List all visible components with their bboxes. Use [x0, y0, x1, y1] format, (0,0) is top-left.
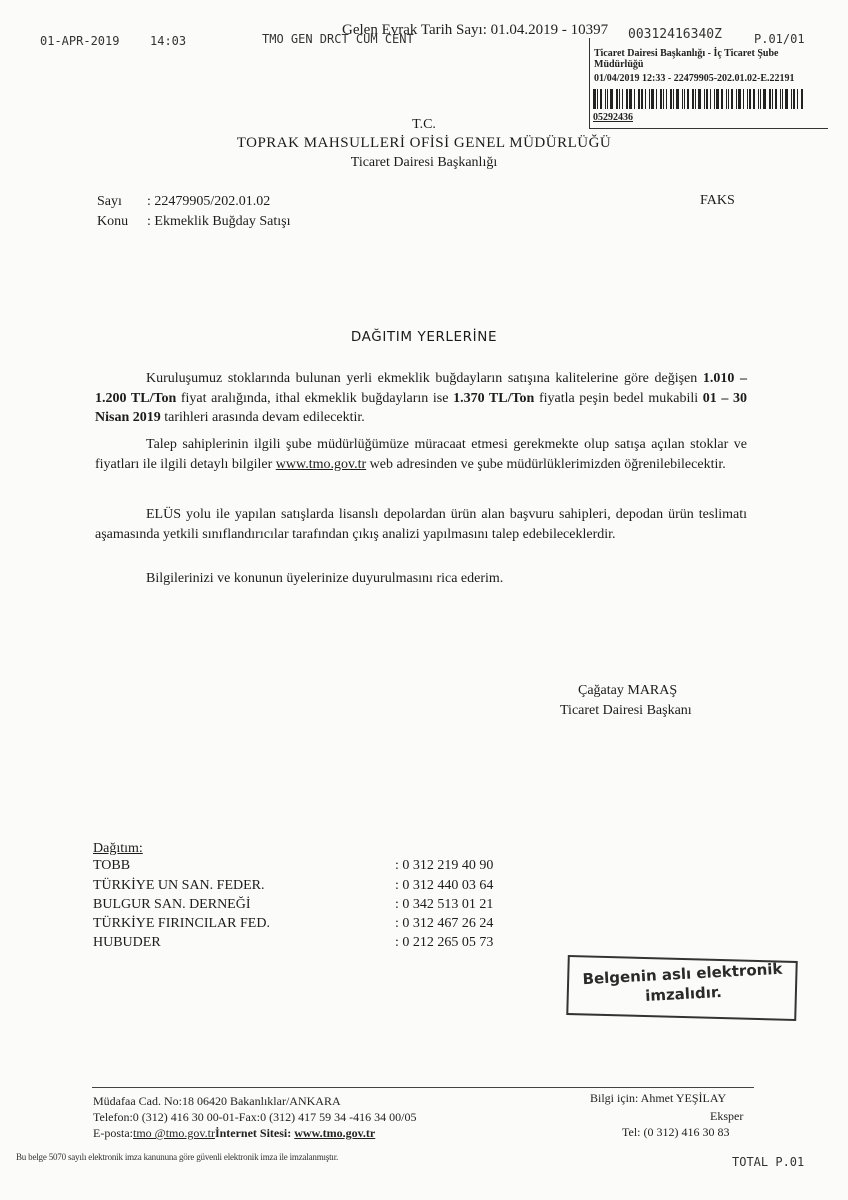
barcode-bar — [749, 89, 751, 109]
barcode-bar — [706, 89, 708, 109]
subject: : Ekmeklik Buğday Satışı — [147, 214, 291, 229]
barcode-bar — [645, 89, 646, 109]
p4-text: Bilgilerinizi ve konunun üyelerinize duyurulmasını rica ederim. — [146, 571, 504, 586]
barcode-bar — [793, 89, 795, 109]
distribution-name: BULGUR SAN. DERNEĞİ — [93, 897, 251, 912]
distribution-phone: : 0 312 440 03 64 — [395, 878, 494, 893]
barcode-bar — [676, 89, 679, 109]
barcode-bar — [634, 89, 635, 109]
import-price: 1.370 TL/Ton — [453, 390, 535, 406]
distribution-phone: : 0 312 219 40 90 — [395, 858, 494, 873]
barcode-bar — [673, 89, 674, 109]
barcode-bar — [698, 89, 701, 109]
barcode — [593, 89, 808, 109]
barcode-bar — [626, 89, 628, 109]
distribution-title: Dağıtım: — [93, 841, 143, 856]
subject-label: Konu — [97, 214, 129, 229]
fax-date: 01-APR-2019 — [40, 34, 120, 48]
barcode-bar — [738, 89, 741, 109]
distribution-row — [93, 935, 523, 954]
barcode-bar — [616, 89, 618, 109]
barcode-bar — [629, 89, 632, 109]
distribution-row — [93, 878, 523, 897]
contact-person: Bilgi için: Ahmet YEŞİLAY — [590, 1091, 727, 1105]
distribution-name: TOBB — [93, 858, 131, 873]
barcode-bar — [641, 89, 643, 109]
footer-address: Müdafaa Cad. No:18 06420 Bakanlıklar/ANKARA — [93, 1094, 341, 1108]
footer-contact-line — [93, 1126, 375, 1141]
barcode-bar — [780, 89, 781, 109]
barcode-bar — [704, 89, 705, 109]
barcode-bar — [670, 89, 672, 109]
barcode-bar — [666, 89, 667, 109]
barcode-bar — [593, 89, 596, 109]
footer-divider — [92, 1087, 754, 1088]
barcode-bar — [785, 89, 788, 109]
barcode-bar — [610, 89, 613, 109]
barcode-bar — [726, 89, 727, 109]
distribution-row — [93, 897, 523, 916]
paragraph-4 — [95, 569, 747, 589]
barcode-bar — [716, 89, 719, 109]
barcode-bar — [692, 89, 694, 109]
signatory-name: Çağatay MARAŞ — [578, 683, 678, 698]
barcode-bar — [772, 89, 773, 109]
barcode-bar — [801, 89, 803, 109]
sale-period: 01 – 30 Nisan 2019 — [95, 390, 747, 425]
p2-text-2: web adresinden ve şube müdürlüklerimizden öğrenilebilecektir. — [366, 456, 726, 472]
barcode-bar — [622, 89, 623, 109]
organization-name: TOPRAK MAHSULLERİ OFİSİ GENEL MÜDÜRLÜĞÜ — [236, 135, 612, 151]
fax-time: 14:03 — [150, 34, 187, 48]
fax-sender: TMO GEN DRCT CUM CENT — [262, 32, 414, 46]
barcode-bar — [607, 89, 608, 109]
barcode-bar — [619, 89, 620, 109]
website-label: İnternet Sitesi: — [214, 1126, 295, 1140]
department-name: Ticaret Dairesi Başkanlığı — [350, 155, 498, 170]
barcode-bar — [663, 89, 664, 109]
barcode-bar — [638, 89, 640, 109]
paragraph-3 — [95, 505, 747, 544]
stamp-department-line2: Müdürlüğü — [594, 59, 644, 70]
barcode-bar — [763, 89, 766, 109]
stamp-datetime-ref: 01/04/2019 12:33 - 22479905-202.01.02-E.22191 — [594, 73, 795, 84]
paragraph-1 — [95, 369, 747, 428]
barcode-bar — [600, 89, 602, 109]
barcode-bar — [714, 89, 715, 109]
barcode-bar — [791, 89, 792, 109]
barcode-bar — [605, 89, 606, 109]
fax-id: 00312416340Z — [628, 27, 722, 42]
distribution-name: TÜRKİYE FIRINCILAR FED. — [93, 916, 270, 931]
p2-text: Talep sahiplerinin ilgili şube müdürlüğümüze müracaat etmesi gerekmekte olup satışa açılan stoklar ve fiyatları ile ilgili detaylı bilgiler — [95, 437, 747, 472]
barcode-bar — [753, 89, 755, 109]
e-stamp-line-2: imzalıdır. — [644, 982, 723, 1005]
fax-page-number: P.01/01 — [754, 32, 805, 46]
stamp-department: Ticaret Dairesi Başkanlığı - İç Ticaret Şube — [594, 48, 779, 59]
barcode-bar — [682, 89, 683, 109]
barcode-bar — [731, 89, 733, 109]
distribution-row — [93, 858, 523, 877]
price-range: 1.010 – 1.200 TL/Ton — [95, 371, 748, 406]
distribution-row — [93, 916, 523, 935]
barcode-bar — [760, 89, 761, 109]
p1-text-2: fiyat aralığında, ithal ekmeklik buğdayların ise — [176, 390, 454, 406]
barcode-bar — [597, 89, 598, 109]
barcode-bar — [797, 89, 798, 109]
country-header: T.C. — [412, 117, 436, 132]
barcode-bar — [649, 89, 650, 109]
distribution-name: HUBUDER — [93, 935, 161, 950]
e-signature-note: Bu belge 5070 sayılı elektronik imza kanununa göre güvenli elektronik imza ile imzalanmıştır. — [16, 1152, 339, 1162]
distribution-phone: : 0 312 467 26 24 — [395, 916, 494, 931]
p3-text: ELÜS yolu ile yapılan satışlarda lisanslı depolardan ürün alan başvuru sahipleri, depodan ürün teslimatı aşamasında yetkili sınıflandırıcılar tarafından çıkış analizi yapılmasını talep edebileceklerdir. — [95, 507, 747, 542]
recipient-line: DAĞITIM YERLERİNE — [350, 329, 498, 345]
email-label: E-posta: — [93, 1126, 133, 1140]
distribution-phone: : 0 212 265 05 73 — [395, 935, 494, 950]
footer-phone-fax: Telefon:0 (312) 416 30 00-01-Fax:0 (312) 417 59 34 -416 34 00/05 — [93, 1110, 417, 1124]
contact-title: Eksper — [710, 1109, 744, 1123]
e-stamp-line-1: Belgenin aslı elektronik — [582, 959, 783, 989]
stamp-number: 05292436 — [593, 112, 633, 123]
barcode-bar — [684, 89, 685, 109]
barcode-bar — [651, 89, 654, 109]
p1-text-3: fiyatla peşin bedel mukabili — [534, 390, 703, 406]
barcode-bar — [687, 89, 689, 109]
signatory-title: Ticaret Dairesi Başkanı — [560, 703, 692, 718]
barcode-bar — [710, 89, 711, 109]
barcode-bar — [656, 89, 657, 109]
barcode-bar — [747, 89, 748, 109]
barcode-bar — [728, 89, 729, 109]
barcode-bar — [721, 89, 723, 109]
reference-number: : 22479905/202.01.02 — [147, 194, 271, 209]
barcode-bar — [695, 89, 696, 109]
barcode-bar — [769, 89, 771, 109]
footer-website-link[interactable]: www.tmo.gov.tr — [294, 1126, 376, 1140]
p1-text-4: tarihleri arasında devam edilecektir. — [160, 410, 365, 425]
email-link[interactable]: tmo @tmo.gov.tr — [133, 1126, 215, 1140]
barcode-bar — [782, 89, 783, 109]
contact-phone: Tel: (0 312) 416 30 83 — [622, 1125, 730, 1139]
barcode-bar — [660, 89, 662, 109]
website-link[interactable]: www.tmo.gov.tr — [275, 456, 367, 472]
fax-label: FAKS — [700, 193, 735, 208]
reference-number-label: Sayı — [97, 194, 122, 209]
incoming-document-reference: Gelen Evrak Tarih Sayı: 01.04.2019 - 10397 — [342, 22, 609, 38]
distribution-phone: : 0 342 513 01 21 — [395, 897, 494, 912]
barcode-bar — [736, 89, 737, 109]
barcode-bar — [775, 89, 777, 109]
p1-text: Kuruluşumuz stoklarında bulunan yerli ekmeklik buğdayların satışına kalitelerine göre değişen — [146, 371, 703, 386]
barcode-bar — [758, 89, 759, 109]
fax-total-pages: TOTAL P.01 — [732, 1155, 805, 1169]
distribution-name: TÜRKİYE UN SAN. FEDER. — [93, 878, 265, 893]
paragraph-2 — [95, 435, 747, 474]
barcode-bar — [743, 89, 744, 109]
